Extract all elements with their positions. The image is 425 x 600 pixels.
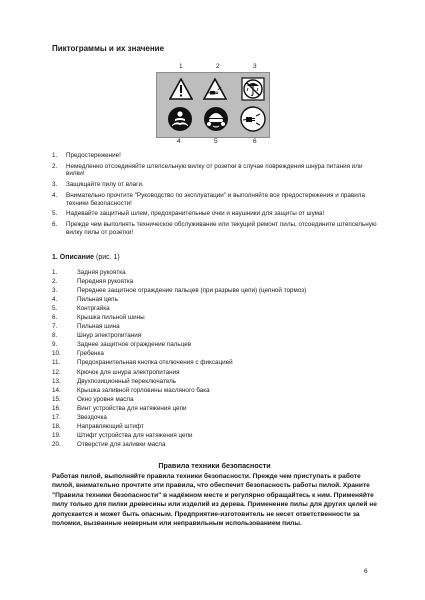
part-name: Задняя рукоятка <box>77 269 126 276</box>
part-name: Пильная цепь <box>77 296 118 304</box>
note-text: Внимательно прочтите "Руководство по эксплуатации" и выполняйте все предостережения и правила техники безопасности! <box>66 191 365 207</box>
unplug-before-maintenance-icon <box>240 106 266 132</box>
part-number: 11. <box>52 359 61 367</box>
picto-number-6: 6 <box>253 138 257 145</box>
note-number: 3. <box>52 181 58 189</box>
part-number: 10. <box>52 350 61 358</box>
parts-list <box>52 268 306 449</box>
list-item <box>52 313 306 322</box>
part-number: 17. <box>52 413 61 421</box>
section-title-main: 1. Описание <box>52 254 95 261</box>
list-item <box>52 358 306 367</box>
part-name: Гребенка <box>77 350 104 358</box>
part-number: 6. <box>52 314 58 322</box>
part-name: Переднее защитное ограждение пальцев (при разрыве цепи) (цепной тормоз) <box>77 287 307 295</box>
note-number: 6. <box>52 221 58 229</box>
picto-number-1: 1 <box>179 63 183 70</box>
part-name: Крючок для шнура электропитания <box>77 368 180 376</box>
part-name: Шнур электропитания <box>77 332 142 340</box>
picto-number-4: 4 <box>177 138 181 145</box>
list-item <box>52 395 306 404</box>
safety-rules-text: Работая пилой, выполняйте правила техники безопасности. Прежде чем приступать к работе пилой, внимательно прочтите эти правила, что обеспечит безопасность работы пилой. Храните "Правила техники безопасности" в надёжном месте и регулярно обращайтесь к ним. Применяйте пилу только для пилки древесины или изделий из дерева. Применение пилы для других целей не допускается и может быть опасным. Предприятие-изготовитель не несет ответственности за поломки, вызванные неверным или неправильным использованием пилы. <box>52 473 377 528</box>
part-number: 7. <box>52 323 58 331</box>
list-item <box>52 368 306 377</box>
note-number: 4. <box>52 191 58 199</box>
unplug-warning-icon <box>203 78 227 100</box>
part-number: 4. <box>52 296 58 304</box>
note-number: 5. <box>52 210 58 218</box>
section-title <box>52 254 120 261</box>
no-rain-icon <box>241 77 265 101</box>
safety-rules-title: Правила техники безопасности <box>158 461 271 470</box>
list-item <box>52 192 382 207</box>
section-figure-ref: (рис. 1) <box>94 254 120 261</box>
part-name: Двухпозиционный переключатель <box>77 377 177 385</box>
part-name: Штифт устройства для натяжения цепи <box>77 431 193 439</box>
list-item <box>52 152 382 160</box>
part-number: 16. <box>52 404 61 412</box>
list-item <box>52 431 306 440</box>
warning-triangle-icon <box>169 78 193 100</box>
part-number: 13. <box>52 377 61 385</box>
part-number: 14. <box>52 386 61 394</box>
list-item <box>52 210 382 218</box>
part-number: 1. <box>52 269 58 276</box>
list-item <box>52 440 306 449</box>
list-item <box>52 268 306 277</box>
note-number: 1. <box>52 152 58 159</box>
list-item <box>52 277 306 286</box>
list-item <box>52 181 382 189</box>
list-item <box>52 163 382 178</box>
list-item <box>52 304 306 313</box>
part-number: 2. <box>52 278 58 286</box>
part-name: Заднее защитное ограждение пальцев <box>77 341 192 349</box>
list-item <box>52 404 306 413</box>
note-text: Немедленно отсоединяйте штепсельную вилку от розетки в случае повреждения шнура питания или вилки! <box>66 162 363 178</box>
list-item <box>52 221 382 236</box>
note-text: Предостережение! <box>66 152 121 159</box>
part-name: Крышка заливной горловины масляного бака <box>77 386 210 394</box>
part-number: 15. <box>52 395 61 403</box>
part-number: 9. <box>52 341 58 349</box>
part-number: 3. <box>52 287 58 295</box>
list-item <box>52 295 306 304</box>
page-number: 6 <box>364 568 368 575</box>
picto-number-2: 2 <box>216 63 220 70</box>
note-number: 2. <box>52 162 58 170</box>
list-item <box>52 422 306 431</box>
part-number: 18. <box>52 422 61 430</box>
list-item <box>52 340 306 349</box>
list-item <box>52 322 306 331</box>
list-item <box>52 331 306 340</box>
list-item <box>52 286 306 295</box>
pictogram-panel <box>156 72 270 138</box>
part-number: 8. <box>52 332 58 340</box>
list-item <box>52 386 306 395</box>
picto-number-3: 3 <box>253 63 257 70</box>
part-name: Окно уровня масла <box>77 395 134 403</box>
part-number: 20. <box>52 440 61 448</box>
part-name: Отверстие для заливки масла <box>77 440 166 448</box>
list-item <box>52 413 306 422</box>
part-name: Предохранительная кнопка отключения с фиксацией <box>77 359 233 367</box>
part-name: Направляющий штифт <box>77 422 144 430</box>
pictogram-notes <box>52 152 382 239</box>
part-name: Винт устройства для натяжения цепи <box>77 404 187 412</box>
note-text: Прежде чем выполнять техническое обслуживание или текущий ремонт пилы, отсоедините штепсельную вилку пилы от розетки! <box>66 221 377 236</box>
part-name: Передняя рукоятка <box>77 278 134 286</box>
part-name: Контргайка <box>77 305 110 313</box>
part-number: 12. <box>52 368 61 376</box>
note-text: Надевайте защитный шлем, предохранительные очки и наушники для защиты от шума! <box>66 210 325 218</box>
picto-number-5: 5 <box>214 138 218 145</box>
list-item <box>52 349 306 358</box>
note-text: Защищайте пилу от влаги. <box>66 181 144 189</box>
part-name: Крышка пильной шины <box>77 314 145 322</box>
protective-gear-icon <box>203 106 229 132</box>
part-name: Пильная шина <box>77 323 120 331</box>
part-number: 5. <box>52 305 58 313</box>
pictograms-heading: Пиктограммы и их значение <box>52 44 165 53</box>
part-number: 19. <box>52 431 61 439</box>
part-name: Звездочка <box>77 413 107 421</box>
list-item <box>52 377 306 386</box>
read-manual-icon <box>167 106 193 132</box>
